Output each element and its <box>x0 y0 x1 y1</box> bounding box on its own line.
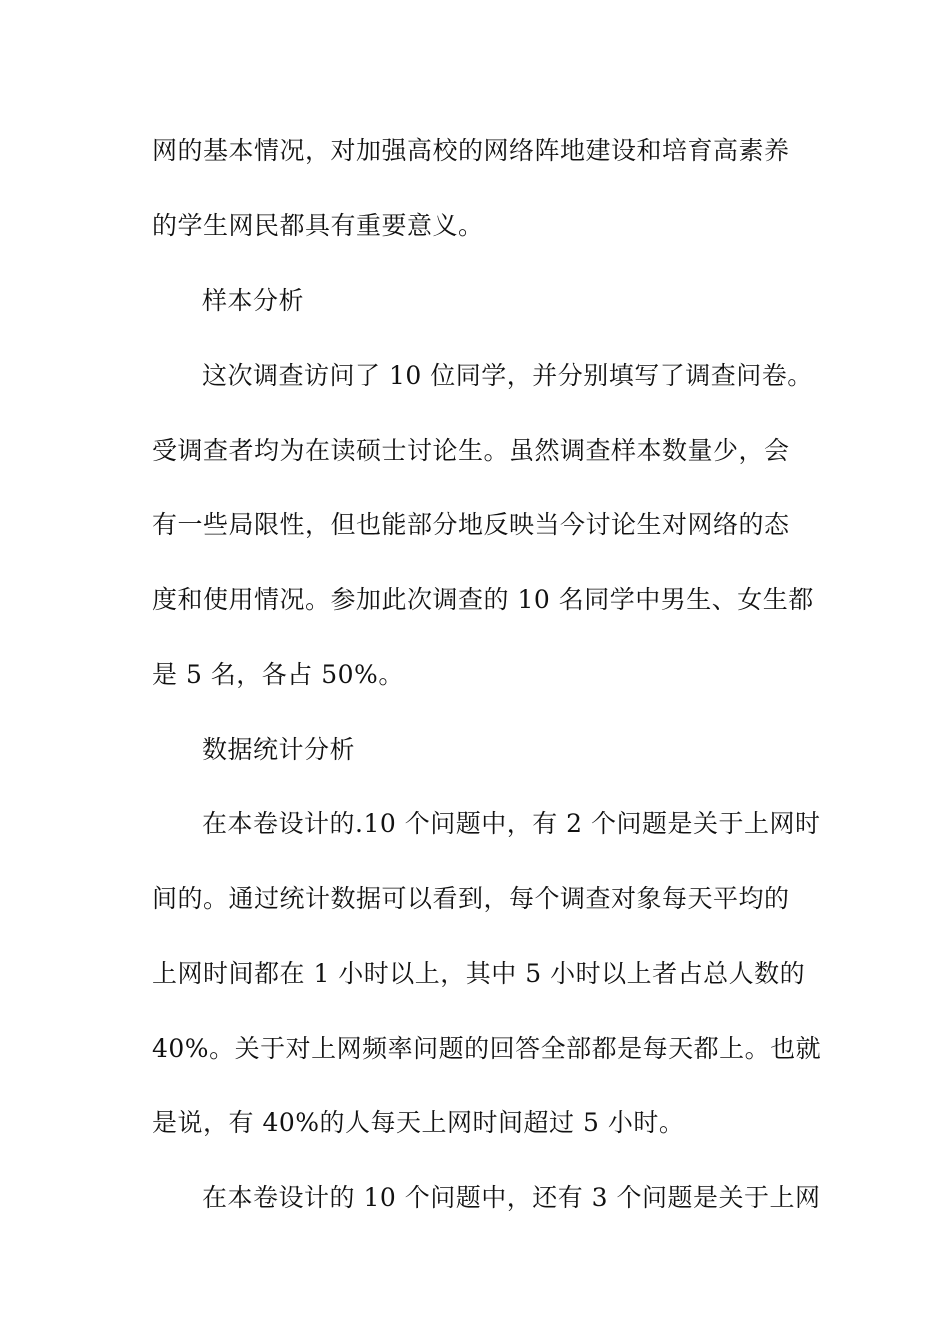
text-line: 在本卷设计的.10 个问题中，有 2 个问题是关于上网时 <box>202 809 821 838</box>
text-line: 受调查者均为在读硕士讨论生。虽然调查样本数量少，会 <box>152 436 790 465</box>
text-line: 间的。通过统计数据可以看到，每个调查对象每天平均的 <box>152 884 790 913</box>
text-line: 度和使用情况。参加此次调查的 10 名同学中男生、女生都 <box>152 585 814 614</box>
section-heading: 数据统计分析 <box>202 735 356 764</box>
text-line: 网的基本情况，对加强高校的网络阵地建设和培育高素养 <box>152 136 790 165</box>
section-heading: 样本分析 <box>202 286 305 315</box>
text-line: 的学生网民都具有重要意义。 <box>152 211 484 240</box>
text-line: 上网时间都在 1 小时以上，其中 5 小时以上者占总人数的 <box>152 959 806 988</box>
text-line: 是说，有 40%的人每天上网时间超过 5 小时。 <box>152 1108 685 1137</box>
text-line: 这次调查访问了 10 位同学，并分别填写了调查问卷。 <box>202 361 813 390</box>
text-line: 是 5 名，各占 50%。 <box>152 660 404 689</box>
text-line: 在本卷设计的 10 个问题中，还有 3 个问题是关于上网 <box>202 1183 821 1212</box>
text-line: 40%。关于对上网频率问题的回答全部都是每天都上。也就 <box>152 1034 822 1063</box>
text-line: 有一些局限性，但也能部分地反映当今讨论生对网络的态 <box>152 510 790 539</box>
